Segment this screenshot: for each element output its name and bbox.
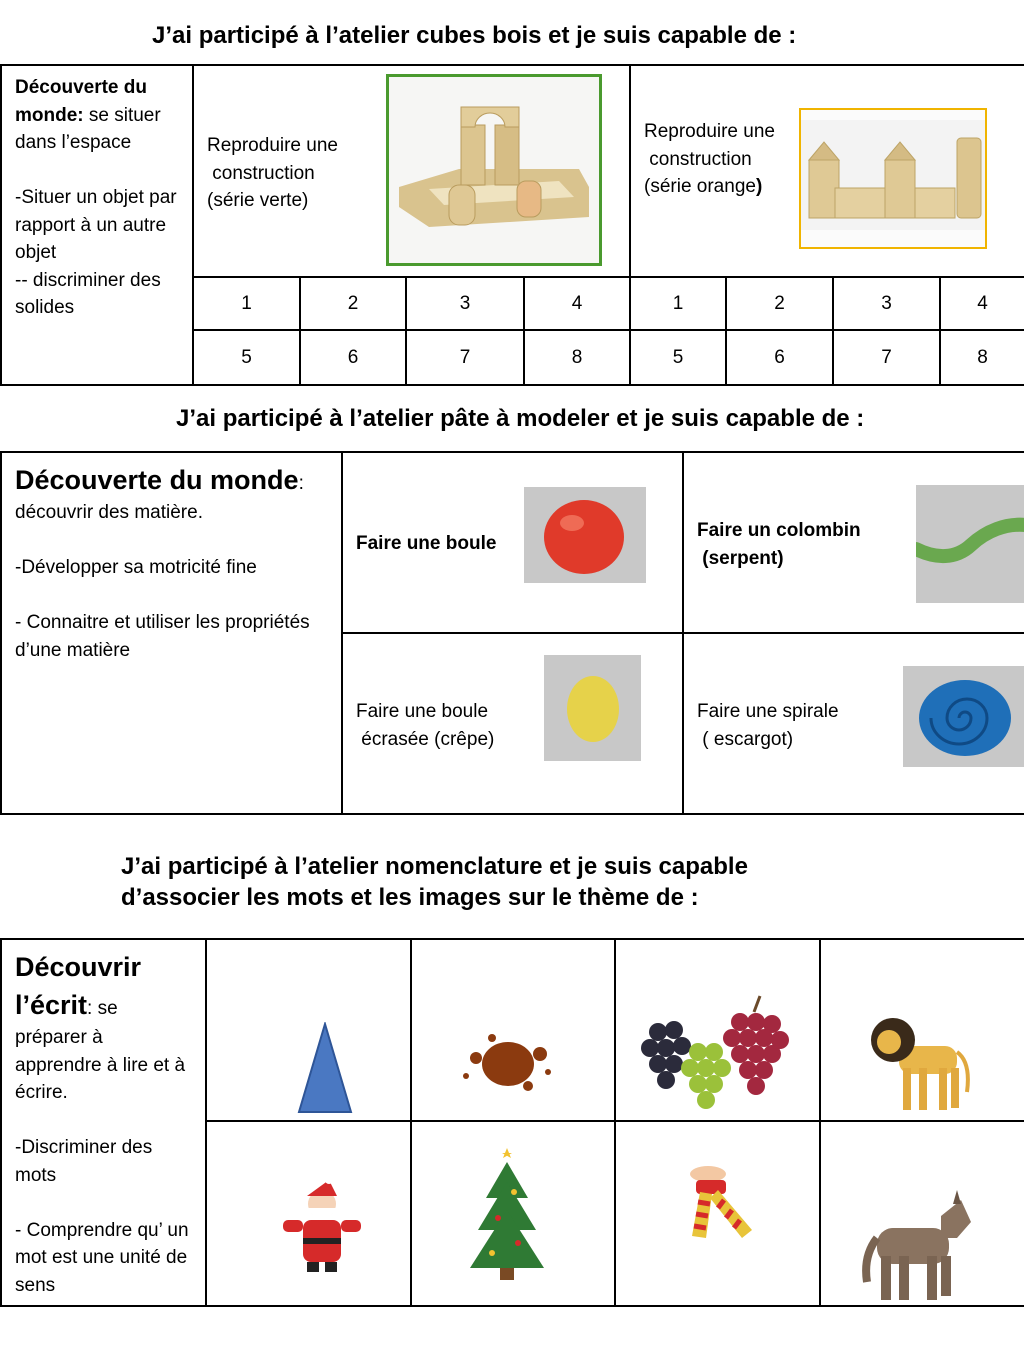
picture-cell — [615, 1121, 820, 1306]
spirale-label-2: ( escargot) — [697, 728, 794, 750]
santa-claus-icon — [279, 1176, 365, 1276]
number-cell: 4 — [524, 277, 630, 330]
orange-series-cell — [630, 65, 1024, 277]
crepe-label-2: écrasée (crêpe) — [356, 728, 495, 750]
orange-label-3: (série orange — [644, 176, 756, 197]
section3-title-line2: d’associer les mots et les images sur le thème de : — [121, 884, 699, 911]
number-cell: 6 — [300, 330, 406, 385]
cubes-domain: Découverte du monde: — [15, 77, 147, 126]
grapes-icon — [628, 992, 808, 1118]
boule-cell — [342, 452, 683, 633]
pate-skill-2: - Connaitre et utiliser les propriétés d’une matière — [15, 612, 310, 661]
cubes-table — [0, 64, 1024, 386]
scarf-icon — [672, 1166, 764, 1262]
ecrit-skill-2: - Comprendre qu’ un mot est une unité de sens — [15, 1219, 189, 1296]
section3-title-line1: J’ai participé à l’atelier nomenclature et je suis capable — [121, 853, 748, 880]
colombin-cell — [683, 452, 1024, 633]
green-label-3: (série verte) — [207, 190, 309, 211]
orange-construction-photo — [799, 108, 987, 249]
cubes-skills-cell — [1, 65, 193, 385]
red-ball-photo — [524, 487, 646, 583]
ecrit-domain-rest: : se préparer à apprendre à lire et à écrire. — [15, 998, 186, 1103]
section2-title: J’ai participé à l’atelier pâte à modeler et je suis capable de : — [176, 405, 865, 432]
cubes-skill-1: -Situer un objet par rapport à un autre objet — [15, 187, 177, 263]
christmas-tree-icon — [468, 1148, 546, 1284]
orange-label-paren: ) — [755, 176, 763, 197]
crepe-cell — [342, 633, 683, 814]
pate-domain-rest: : découvrir des matière. — [15, 473, 304, 523]
picture-cell — [206, 939, 411, 1121]
ecrit-domain: Découvrir l’écrit — [15, 952, 142, 1020]
pate-skills-cell — [1, 452, 342, 814]
blue-spiral-photo — [903, 666, 1024, 767]
lion-icon — [867, 1012, 973, 1116]
green-construction-photo — [386, 74, 602, 266]
cubes-domain-rest: se situer dans l’espace — [15, 104, 161, 153]
boule-label: Faire une boule — [356, 533, 497, 554]
number-cell: 5 — [193, 330, 300, 385]
spirale-label-1: Faire une spirale — [697, 701, 839, 722]
yellow-crepe-photo — [544, 655, 641, 761]
wolf-icon — [857, 1186, 979, 1306]
triangle-icon — [297, 1022, 353, 1114]
nomenclature-table — [0, 938, 1024, 1307]
number-cell: 5 — [630, 330, 726, 385]
picture-cell — [411, 1121, 615, 1306]
colombin-label-2: (serpent) — [697, 547, 784, 569]
number-cell: 3 — [833, 277, 940, 330]
number-cell: 8 — [524, 330, 630, 385]
number-cell: 4 — [940, 277, 1024, 330]
green-label-1: Reproduire une — [207, 135, 338, 156]
picture-cell — [820, 1121, 1024, 1306]
green-series-cell — [193, 65, 630, 277]
number-cell: 2 — [726, 277, 833, 330]
orange-label-1: Reproduire une — [644, 121, 775, 142]
green-snake-photo — [916, 485, 1024, 603]
picture-cell — [411, 939, 615, 1121]
spirale-cell — [683, 633, 1024, 814]
cubes-skill-2: -- discriminer des solides — [15, 269, 161, 318]
picture-cell — [206, 1121, 411, 1306]
paint-splash-icon — [458, 1032, 554, 1096]
number-cell: 8 — [940, 330, 1024, 385]
number-cell: 3 — [406, 277, 524, 330]
number-cell: 2 — [300, 277, 406, 330]
colombin-label-1: Faire un colombin — [697, 520, 861, 541]
ecrit-skills-cell — [1, 939, 206, 1306]
picture-cell — [615, 939, 820, 1121]
ecrit-skill-1: -Discriminer des mots — [15, 1137, 153, 1186]
pate-table — [0, 451, 1024, 815]
picture-cell — [820, 939, 1024, 1121]
green-label-2: construction — [207, 162, 315, 184]
section3-title — [121, 851, 748, 913]
orange-label-2: construction — [644, 148, 752, 170]
section1-title: J’ai participé à l’atelier cubes bois et je suis capable de : — [152, 22, 797, 49]
number-cell: 1 — [193, 277, 300, 330]
pate-domain: Découverte du monde — [15, 465, 299, 495]
number-cell: 7 — [833, 330, 940, 385]
number-cell: 7 — [406, 330, 524, 385]
number-cell: 1 — [630, 277, 726, 330]
pate-skill-1: -Développer sa motricité fine — [15, 557, 257, 578]
number-cell: 6 — [726, 330, 833, 385]
crepe-label-1: Faire une boule — [356, 701, 489, 722]
